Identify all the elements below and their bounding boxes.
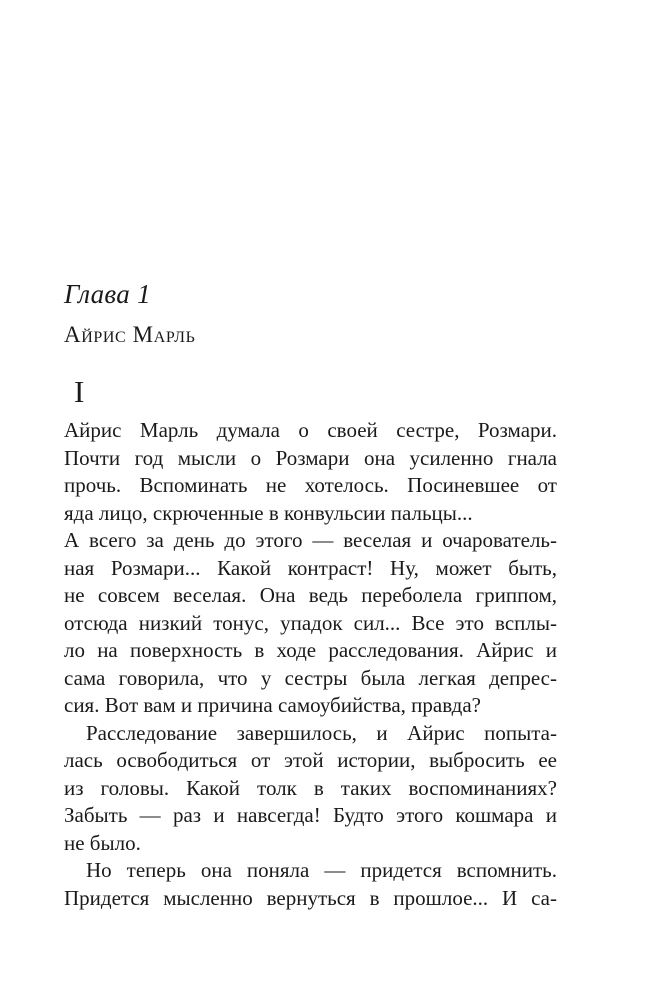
text-line: не было. bbox=[64, 830, 141, 855]
text-line: Айрис Марль думала о своей сестре, Розмари. bbox=[64, 418, 557, 442]
text-line: из головы. Какой толк в таких воспоминаниях? bbox=[64, 775, 557, 800]
section-numeral: I bbox=[74, 374, 85, 409]
text-line: прочь. Вспоминать не хотелось. Посиневшее от bbox=[64, 473, 557, 497]
text-line: Придется мысленно вернуться в прошлое... И са- bbox=[64, 885, 557, 910]
text-line: Но теперь она поняла — придется вспомнить. bbox=[86, 858, 557, 882]
text-line: сия. Вот вам и причина самоубийства, правда? bbox=[64, 693, 481, 717]
character-name: Айрис Марль bbox=[64, 322, 196, 347]
body-text bbox=[64, 417, 557, 912]
text-line: Расследование завершилось, и Айрис попыта- bbox=[86, 720, 557, 745]
text-line: ная Розмари... Какой контраст! Ну, может быть, bbox=[64, 555, 557, 580]
text-line: сама говорила, что у сестры была легкая депрес- bbox=[64, 665, 557, 690]
text-line: лась освободиться от этой истории, выбросить ее bbox=[64, 748, 557, 772]
text-line: не совсем веселая. Она ведь переболела гриппом, bbox=[64, 583, 557, 607]
text-line: А всего за день до этого — веселая и очарователь- bbox=[64, 528, 557, 552]
chapter-title: Глава 1 bbox=[64, 279, 151, 309]
paragraph bbox=[64, 417, 557, 527]
page-content bbox=[64, 279, 557, 912]
text-line: яда лицо, скрюченные в конвульсии пальцы... bbox=[64, 500, 473, 525]
paragraph bbox=[64, 527, 557, 720]
text-line: отсюда низкий тонус, упадок сил... Все это всплы- bbox=[64, 610, 557, 635]
text-line: Почти год мысли о Розмари она усиленно гнала bbox=[64, 445, 557, 470]
text-line: Забыть — раз и навсегда! Будто этого кошмара и bbox=[64, 803, 557, 827]
text-line: ло на поверхность в ходе расследования. Айрис и bbox=[64, 638, 557, 662]
paragraph bbox=[64, 857, 557, 912]
paragraph bbox=[64, 720, 557, 858]
